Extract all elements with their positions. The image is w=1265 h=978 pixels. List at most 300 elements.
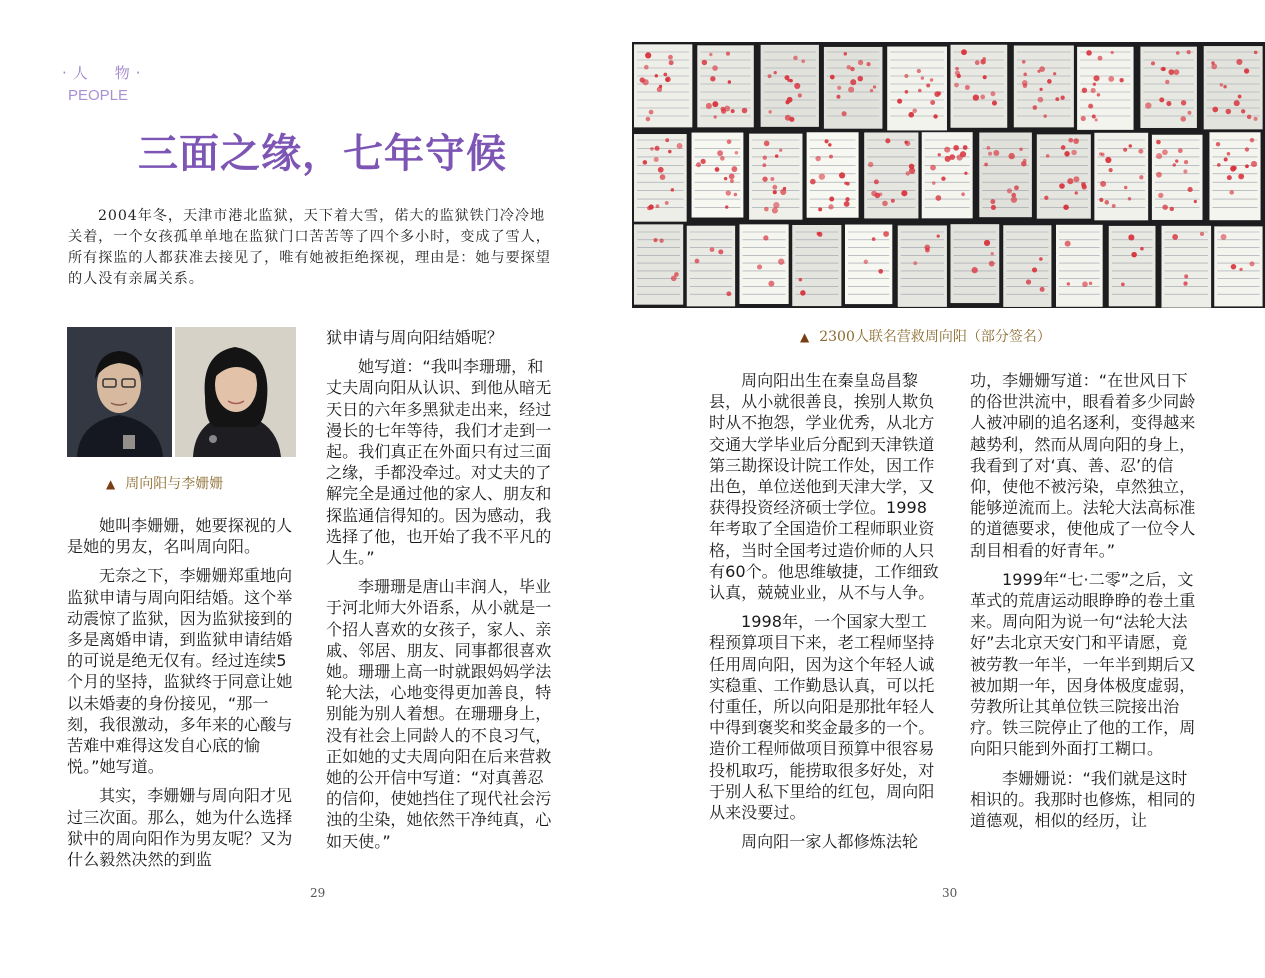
red-fingerprint	[1026, 279, 1031, 284]
red-fingerprint	[1008, 153, 1014, 159]
red-fingerprint	[1184, 274, 1188, 278]
red-fingerprint	[1067, 178, 1073, 184]
red-fingerprint	[972, 267, 978, 273]
red-fingerprint	[774, 71, 777, 74]
red-fingerprint	[1081, 116, 1086, 121]
red-fingerprint	[988, 152, 992, 156]
paragraph: 周向阳出生在秦皇岛昌黎县，从小就很善良，挨别人欺负时从不抱怨，学业优秀，从北方交通大学毕业后分配到天津铁道第三勘探设计院工作处，因工作出色，单位送他到天津大学，又获得投资经济硕士学位。1998年考取了全国造价工程师职业资格，当时全国考过造价师的人只有60个。他思维敏捷，工作细致认真，兢兢业业，从不与人争。	[709, 371, 939, 603]
red-fingerprint	[789, 117, 794, 122]
red-fingerprint	[710, 76, 715, 81]
red-fingerprint	[878, 269, 883, 274]
red-fingerprint	[1101, 153, 1105, 157]
red-fingerprint	[1220, 83, 1223, 86]
red-fingerprint	[780, 189, 786, 195]
signature-sheet	[761, 45, 819, 127]
red-fingerprint	[930, 100, 935, 105]
red-fingerprint	[1181, 100, 1186, 105]
red-fingerprint	[992, 101, 997, 106]
photo-caption	[106, 474, 223, 494]
signature-sheet	[1003, 225, 1051, 307]
red-fingerprint	[714, 115, 717, 118]
red-fingerprint	[1064, 151, 1069, 156]
red-fingerprint	[1093, 82, 1096, 85]
paragraph: 她写道：“我叫李珊珊，和丈夫周向阳从认识、到他从暗无天日的六年多黑狱走出来，经过漫长的七年等待，我们才走到一起。我们真正在外面只有过三面之缘，手都没牵过。对丈夫的了解完全是通过他的家人、朋友和探监通信得知的。因为感动，我选择了他，也开始了我不平凡的人生。”	[326, 357, 552, 568]
red-fingerprint	[1249, 261, 1254, 266]
red-fingerprint	[837, 86, 841, 90]
red-fingerprint	[787, 97, 793, 103]
red-fingerprint	[1239, 174, 1244, 179]
red-fingerprint	[1254, 117, 1258, 121]
red-fingerprint	[1250, 138, 1255, 143]
red-fingerprint	[731, 109, 735, 113]
red-fingerprint	[912, 108, 917, 113]
red-fingerprint	[1053, 72, 1056, 75]
photo-zhou-xiangyang	[67, 327, 172, 457]
red-fingerprint	[659, 238, 663, 242]
red-fingerprint	[961, 192, 965, 196]
red-fingerprint	[938, 153, 941, 156]
red-fingerprint	[640, 77, 645, 82]
signature-sheet	[634, 224, 683, 304]
red-fingerprint	[775, 154, 779, 158]
red-fingerprint	[933, 114, 937, 118]
red-fingerprint	[964, 172, 967, 175]
red-fingerprint	[1131, 252, 1137, 258]
red-fingerprint	[701, 159, 706, 164]
red-fingerprint	[1254, 51, 1258, 55]
red-fingerprint	[1238, 95, 1242, 99]
red-fingerprint	[818, 207, 822, 211]
red-fingerprint	[891, 199, 895, 203]
red-fingerprint	[649, 204, 654, 209]
red-fingerprint	[702, 60, 707, 65]
red-fingerprint	[980, 95, 985, 100]
red-fingerprint	[905, 90, 909, 94]
paragraph: 李珊珊是唐山丰润人，毕业于河北师大外语系，从小就是一个招人喜欢的女孩子，家人、亲戚、邻居、朋友、同事都很喜欢她。珊珊上高一时就跟妈妈学法轮大法，心地变得更加善良，特别能为别人着想。在珊珊身上，没有社会上同龄人的不良习气，正如她的丈夫周向阳在后来营救她的公开信中写道：“对真善忍的信仰，使她挡住了现代社会污浊的尘染，她依然干净纯真，心如天使。”	[326, 577, 552, 851]
red-fingerprint	[1098, 56, 1103, 61]
red-fingerprint	[844, 52, 847, 55]
red-fingerprint	[657, 87, 662, 92]
red-fingerprint	[984, 163, 988, 167]
red-fingerprint	[937, 91, 941, 95]
red-fingerprint	[1229, 190, 1234, 195]
red-fingerprint	[1011, 193, 1016, 198]
red-fingerprint	[1019, 148, 1023, 152]
red-fingerprint	[1043, 114, 1046, 117]
red-fingerprint	[1032, 105, 1037, 110]
red-fingerprint	[1022, 80, 1028, 86]
red-fingerprint	[764, 141, 770, 147]
red-fingerprint	[921, 76, 924, 79]
red-fingerprint	[857, 76, 863, 82]
red-fingerprint	[709, 53, 712, 56]
red-fingerprint	[1128, 234, 1134, 240]
red-fingerprint	[1245, 164, 1249, 168]
red-fingerprint	[842, 111, 847, 116]
red-fingerprint	[644, 65, 649, 70]
red-fingerprint	[1059, 183, 1065, 189]
column-3	[709, 370, 941, 860]
red-fingerprint	[665, 77, 671, 83]
red-fingerprint	[1089, 282, 1092, 285]
red-fingerprint	[1172, 163, 1176, 167]
signature-sheet	[922, 132, 973, 218]
red-fingerprint	[846, 182, 850, 186]
red-fingerprint	[1194, 200, 1197, 203]
red-fingerprint	[762, 176, 767, 181]
red-fingerprint	[991, 205, 996, 210]
red-fingerprint	[1082, 88, 1087, 93]
red-fingerprint	[801, 59, 805, 63]
collage-caption-text: 2300人联名营救周向阳（部分签名）	[819, 329, 1051, 345]
red-fingerprint	[669, 60, 674, 65]
red-fingerprint	[799, 278, 803, 282]
red-fingerprint	[858, 60, 863, 65]
red-fingerprint	[1119, 78, 1123, 82]
signature-sheet	[792, 225, 841, 306]
red-fingerprint	[724, 106, 730, 112]
red-fingerprint	[763, 156, 767, 160]
red-fingerprint	[1227, 175, 1232, 180]
red-fingerprint	[735, 151, 739, 155]
red-fingerprint	[961, 49, 967, 55]
red-fingerprint	[845, 197, 849, 201]
signature-sheet	[887, 47, 947, 131]
red-fingerprint	[1082, 184, 1087, 189]
red-fingerprint	[1138, 149, 1143, 154]
red-fingerprint	[904, 141, 907, 144]
red-fingerprint	[991, 252, 994, 255]
red-fingerprint	[1129, 144, 1132, 147]
red-fingerprint	[874, 179, 879, 184]
red-fingerprint	[695, 259, 700, 264]
red-fingerprint	[1234, 100, 1240, 106]
red-fingerprint	[1174, 69, 1180, 75]
red-fingerprint	[825, 139, 829, 143]
triangle-marker-icon: ▲	[106, 477, 116, 491]
red-fingerprint	[990, 91, 995, 96]
paragraph: 无奈之下，李姗姗郑重地向监狱申请与周向阳结婚。这个举动震惊了监狱，因为监狱接到的多是离婚申请，到监狱申请结婚的可说是绝无仅有。经过连续5个月的坚持，监狱终于同意让她以未婚妻的身份接见，“那一刻，我很激动，多年来的心酸与苦难中难得这发自心底的愉悦。”她写道。	[67, 566, 293, 777]
red-fingerprint	[1245, 147, 1249, 151]
red-fingerprint	[794, 83, 800, 89]
red-fingerprint	[668, 150, 672, 154]
red-fingerprint	[658, 167, 664, 173]
red-fingerprint	[963, 145, 968, 150]
signature-sheet	[898, 225, 947, 306]
red-fingerprint	[730, 179, 734, 183]
red-fingerprint	[726, 52, 730, 56]
red-fingerprint	[1216, 142, 1220, 146]
column-1	[67, 515, 299, 878]
red-fingerprint	[944, 147, 950, 153]
red-fingerprint	[870, 89, 873, 92]
red-fingerprint	[1251, 161, 1257, 167]
red-fingerprint	[712, 65, 718, 71]
red-fingerprint	[1165, 80, 1169, 84]
signature-sheet	[979, 133, 1032, 218]
paragraph: 周向阳一家人都修炼法轮	[741, 832, 919, 852]
red-fingerprint	[1100, 181, 1106, 187]
red-fingerprint	[1067, 282, 1070, 285]
red-fingerprint	[828, 204, 833, 209]
red-fingerprint	[674, 272, 679, 277]
red-fingerprint	[848, 87, 854, 93]
column-2	[326, 327, 558, 860]
red-fingerprint	[864, 260, 868, 264]
red-fingerprint	[1140, 247, 1144, 251]
red-fingerprint	[1112, 204, 1116, 208]
red-fingerprint	[1099, 198, 1103, 202]
triangle-marker-icon: ▲	[800, 330, 810, 344]
paragraph: 她叫李姗姗，她要探视的人是她的男友，名叫周向阳。	[67, 516, 293, 557]
red-fingerprint	[1226, 109, 1232, 115]
red-fingerprint	[1068, 138, 1073, 143]
red-fingerprint	[1007, 188, 1012, 193]
red-fingerprint	[1037, 70, 1040, 73]
red-fingerprint	[650, 147, 654, 151]
red-fingerprint	[1044, 196, 1048, 200]
red-fingerprint	[779, 149, 782, 152]
red-fingerprint	[1039, 88, 1042, 91]
red-fingerprint	[1227, 152, 1231, 156]
red-fingerprint	[1247, 115, 1251, 119]
red-fingerprint	[655, 74, 658, 77]
red-fingerprint	[1223, 85, 1226, 88]
paragraph: 李姗姗说：“我们就是这时相识的。我那时也修炼，相同的道德观，相似的经历，让	[970, 768, 1196, 831]
red-fingerprint	[1128, 197, 1132, 201]
red-fingerprint	[839, 172, 845, 178]
red-fingerprint	[706, 103, 712, 109]
red-fingerprint	[844, 201, 850, 207]
red-fingerprint	[1095, 118, 1098, 121]
red-fingerprint	[1232, 166, 1236, 170]
red-fingerprint	[830, 75, 835, 80]
red-fingerprint	[728, 80, 731, 83]
red-fingerprint	[965, 85, 970, 90]
red-fingerprint	[1111, 51, 1114, 54]
red-fingerprint	[762, 163, 766, 167]
red-fingerprint	[1166, 101, 1171, 106]
red-fingerprint	[1200, 232, 1204, 236]
red-fingerprint	[883, 231, 889, 237]
red-fingerprint	[1065, 241, 1071, 247]
signature-sheet	[951, 45, 1008, 128]
red-fingerprint	[1038, 97, 1044, 103]
red-fingerprint	[906, 171, 910, 175]
red-fingerprint	[847, 65, 851, 69]
red-fingerprint	[1188, 111, 1192, 115]
red-fingerprint	[772, 185, 777, 190]
red-fingerprint	[734, 193, 738, 197]
red-fingerprint	[726, 291, 731, 296]
red-fingerprint	[763, 235, 768, 240]
red-fingerprint	[1040, 287, 1045, 292]
red-fingerprint	[1063, 204, 1069, 210]
article-title: 三面之缘，七年守候	[138, 131, 507, 177]
signature-sheet	[1204, 46, 1263, 129]
red-fingerprint	[643, 160, 648, 165]
red-fingerprint	[829, 155, 833, 159]
red-fingerprint	[677, 143, 683, 149]
red-fingerprint	[1032, 267, 1037, 272]
red-fingerprint	[1104, 200, 1109, 205]
red-fingerprint	[1145, 102, 1151, 108]
red-fingerprint	[908, 112, 914, 118]
signature-sheet	[634, 44, 692, 127]
red-fingerprint	[930, 78, 933, 81]
red-fingerprint	[710, 247, 715, 252]
red-fingerprint	[665, 201, 669, 205]
red-fingerprint	[1060, 96, 1064, 100]
red-fingerprint	[975, 60, 980, 65]
red-fingerprint	[1139, 175, 1143, 179]
red-fingerprint	[731, 166, 737, 172]
red-fingerprint	[660, 174, 666, 180]
red-fingerprint	[1039, 257, 1043, 261]
red-fingerprint	[798, 93, 802, 97]
red-fingerprint	[1188, 187, 1193, 192]
red-fingerprint	[742, 108, 748, 114]
red-fingerprint	[664, 73, 668, 77]
photo-li-shanshan	[175, 327, 296, 457]
red-fingerprint	[1088, 104, 1093, 109]
red-fingerprint	[1093, 75, 1099, 81]
red-fingerprint	[984, 240, 990, 246]
red-fingerprint	[1172, 234, 1178, 240]
red-fingerprint	[715, 167, 720, 172]
red-fingerprint	[949, 154, 955, 160]
red-fingerprint	[645, 52, 651, 58]
red-fingerprint	[793, 56, 797, 60]
red-fingerprint	[819, 173, 825, 179]
red-fingerprint	[1175, 159, 1178, 162]
red-fingerprint	[1105, 157, 1111, 163]
red-fingerprint	[1011, 197, 1017, 203]
red-fingerprint	[1217, 163, 1221, 167]
red-fingerprint	[872, 237, 876, 241]
red-fingerprint	[1159, 97, 1164, 102]
red-fingerprint	[868, 162, 873, 167]
red-fingerprint	[818, 232, 823, 237]
red-fingerprint	[1109, 168, 1113, 172]
paragraph: 其实，李姗姗与周向阳才见过三次面。那么，她为什么选择狱中的周向阳作为男友呢？又为什么毅然决然的到监	[67, 786, 293, 870]
red-fingerprint	[885, 138, 890, 143]
red-fingerprint	[1075, 191, 1078, 194]
signature-sheets-image	[632, 42, 1265, 308]
red-fingerprint	[937, 235, 940, 238]
article-lead: 2004年冬，天津市港北监狱，天下着大雪，偌大的监狱铁门冷冷地关着，一个女孩孤单单地在监狱门口苦苦等了四个多小时，变成了雪人，所有探监的人都获准去接见了，唯有她被拒绝探视，理由是：她与要探望的人没有亲属关系。	[68, 208, 551, 287]
red-fingerprint	[789, 79, 793, 83]
column-4	[970, 370, 1202, 839]
red-fingerprint	[724, 177, 728, 181]
red-fingerprint	[1168, 69, 1174, 75]
red-fingerprint	[983, 75, 987, 79]
red-fingerprint	[866, 62, 870, 66]
red-fingerprint	[932, 181, 936, 185]
signature-sheet	[692, 133, 744, 218]
red-fingerprint	[1241, 109, 1245, 113]
red-fingerprint	[1097, 93, 1100, 96]
red-fingerprint	[926, 83, 930, 87]
red-fingerprint	[1014, 185, 1019, 190]
red-fingerprint	[1082, 281, 1088, 287]
red-fingerprint	[1178, 148, 1183, 153]
red-fingerprint	[800, 290, 805, 295]
paragraph: 1999年“七·二零”之后，文革式的荒唐运动眼睁睁的卷土重来。周向阳为说一句“法轮大法好”去北京天安门和平请愿，竟被劳教一年半，一年半到期后又被加期一年，因身体极度虚弱，劳教所让其单位铁三院接出治疗。铁三院停止了他的工作，周向阳只能到外面打工糊口。	[970, 569, 1196, 759]
page-number-left: 29	[310, 886, 326, 900]
red-fingerprint	[1046, 154, 1050, 158]
red-fingerprint	[1156, 172, 1162, 178]
red-fingerprint	[815, 156, 820, 161]
red-fingerprint	[953, 145, 959, 151]
red-fingerprint	[1224, 158, 1228, 162]
paragraph: 功，李姗姗写道：“在世风日下的俗世洪流中，眼看着多少同龄人被冲刷的追名逐利，变得越来越势利，然而从周向阳的身上，我看到了对‘真、善、忍’的信仰，使他不被污染，卓然独立，能够逆流而上。法轮大法高标准的道德要求，使他成了一位令人刮目相看的好青年。”	[970, 371, 1196, 560]
red-fingerprint	[901, 190, 907, 196]
red-fingerprint	[1091, 88, 1096, 93]
red-fingerprint	[930, 165, 936, 171]
red-fingerprint	[1151, 61, 1155, 65]
red-fingerprint	[955, 70, 960, 75]
red-fingerprint	[873, 85, 876, 88]
red-fingerprint	[768, 281, 774, 287]
signature-collage-photo	[632, 42, 1265, 308]
collage-caption	[800, 327, 1051, 347]
red-fingerprint	[980, 59, 985, 64]
red-fingerprint	[1211, 64, 1217, 70]
red-fingerprint	[1162, 149, 1168, 155]
red-fingerprint	[784, 75, 789, 80]
red-fingerprint	[717, 150, 723, 156]
red-fingerprint	[727, 139, 732, 144]
red-fingerprint	[656, 204, 660, 208]
red-fingerprint	[1170, 207, 1174, 211]
red-fingerprint	[712, 101, 718, 107]
red-fingerprint	[773, 202, 779, 208]
red-fingerprint	[1212, 107, 1218, 113]
red-fingerprint	[810, 179, 816, 185]
red-fingerprint	[882, 201, 888, 207]
red-fingerprint	[1158, 193, 1163, 198]
red-fingerprint	[772, 207, 778, 213]
red-fingerprint	[1124, 186, 1128, 190]
red-fingerprint	[665, 138, 669, 142]
red-fingerprint	[1092, 115, 1096, 119]
red-fingerprint	[718, 249, 723, 254]
red-fingerprint	[1236, 59, 1242, 65]
red-fingerprint	[729, 173, 735, 179]
red-fingerprint	[1183, 169, 1187, 173]
red-fingerprint	[871, 191, 877, 197]
red-fingerprint	[696, 162, 701, 167]
red-fingerprint	[904, 74, 908, 78]
red-fingerprint	[1061, 145, 1066, 150]
red-fingerprint	[989, 261, 995, 267]
red-fingerprint	[1123, 148, 1127, 152]
red-fingerprint	[655, 146, 660, 151]
red-fingerprint	[720, 156, 725, 161]
red-fingerprint	[1022, 60, 1026, 64]
paragraph: 1998年，一个国家大型工程预算项目下来，老工程师坚持任用周向阳，因为这个年轻人诚实稳重、工作勤恳认真，可以托付重任，所以向阳是那批年轻人中得到褒奖和奖金最多的一个。造价工程师做项目预算中很容易投机取巧，能捞取很多好处，对于别人私下里给的红包，周向阳从来没要过。	[709, 612, 935, 823]
red-fingerprint	[726, 190, 731, 195]
red-fingerprint	[1023, 73, 1027, 77]
red-fingerprint	[954, 83, 959, 88]
red-fingerprint	[668, 55, 673, 60]
red-fingerprint	[1156, 153, 1162, 159]
red-fingerprint	[993, 150, 999, 156]
red-fingerprint	[1221, 234, 1227, 240]
red-fingerprint	[918, 89, 922, 93]
red-fingerprint	[829, 197, 834, 202]
